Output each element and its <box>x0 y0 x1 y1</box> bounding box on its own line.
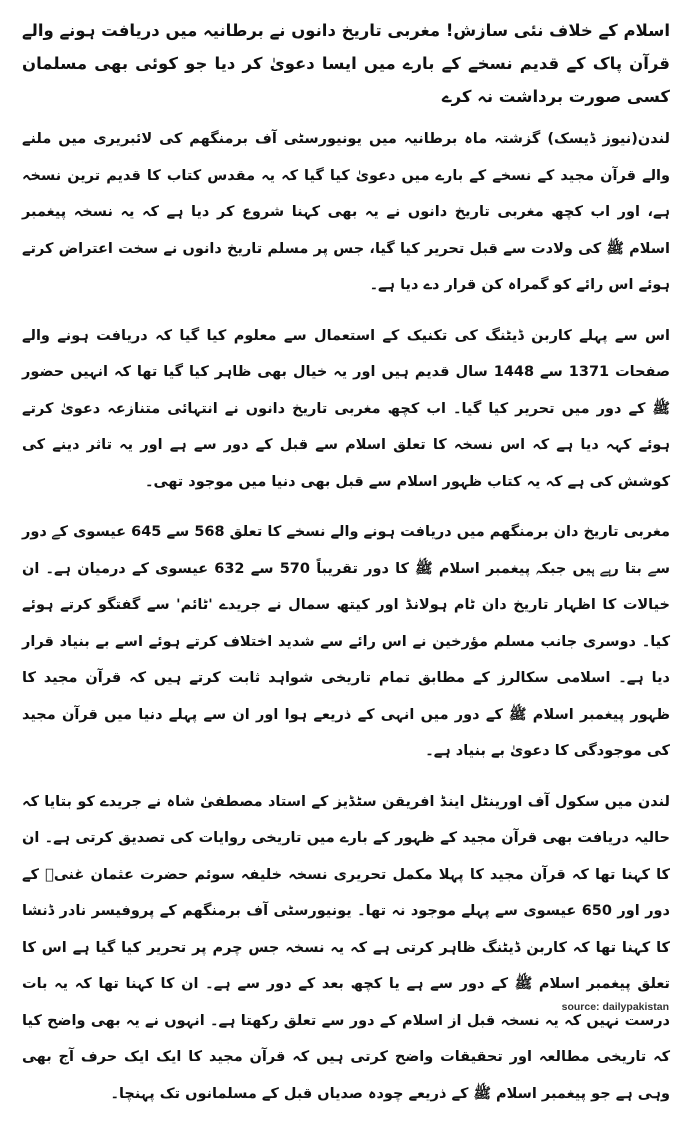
article-paragraph: لندن میں سکول آف اورینٹل اینڈ افریقن سٹڈیز کے استاد مصطفیٰ شاہ نے جریدے کو بتایا کہ حالیہ دریافت بھی قرآن مجید کے ظہور کے بارے میں تاریخی روایات کی تصدیق کرتی ہے۔ ان کا کہنا تھا کہ قرآن مجید کا پہلا مکمل تحریری نسخہ خلیفہ سوئم حضرت عثمان غنیؓ کے دور اور 650 عیسوی سے پہلے موجود نہ تھا۔ یونیورسٹی آف برمنگھم کے پروفیسر نادر ڈنشا کا کہنا تھا کہ کاربن ڈیٹنگ ظاہر کرتی ہے کہ یہ نسخہ جس چرم پر تحریر کیا گیا ہے اس کا تعلق پیغمبر اسلام ﷺ کے دور سے ہے یا کچھ بعد کے دور سے ہے۔ ان کا کہنا تھا کہ یہ بات درست نہیں کہ یہ نسخہ قبل از اسلام کے دور سے تعلق رکھتا ہے۔ انہوں نے یہ بھی واضح کیا کہ تاریخی مطالعہ اور تحقیقات واضح کرتی ہیں کہ قرآن مجید کا ایک ایک حرف آج بھی وہی ہے جو پیغمبر اسلام ﷺ کے ذریعے چودہ صدیاں قبل کے مسلمانوں تک پہنچا۔ <box>22 793 670 1102</box>
article-headline: اسلام کے خلاف نئی سازش! مغربی تاریخ دانوں نے برطانیہ میں دریافت ہونے والے قرآن پاک کے قدیم نسخے کے بارے میں ایسا دعویٰ کر دیا جو کوئی بھی مسلمان کسی صورت برداشت نہ کرے <box>21 21 670 106</box>
source-credit: source: dailypakistan <box>561 1001 669 1013</box>
article-paragraph: مغربی تاریخ دان برمنگھم میں دریافت ہونے والے نسخے کا تعلق 568 سے 645 عیسوی کے دور سے بتا رہے ہیں جبکہ پیغمبر اسلام ﷺ کا دور تقریباً 570 سے 632 عیسوی کے درمیان ہے۔ ان خیالات کا اظہار تاریخ دان ٹام ہولانڈ اور کیتھ سمال نے جریدے 'ٹائم' سے گفتگو کرتے ہوئے کیا۔ دوسری جانب مسلم مؤرخین نے اس رائے سے شدید اختلاف کرتے ہوئے اسے بے بنیاد قرار دیا ہے۔ اسلامی سکالرز کے مطابق تمام تاریخی شواہد ثابت کرتے ہیں کہ قرآن مجید کا ظہور پیغمبر اسلام ﷺ کے دور میں انہی کے ذریعے ہوا اور ان سے پہلے دنیا میں قرآن مجید کی موجودگی کا دعویٰ بے بنیاد ہے۔ <box>22 524 670 759</box>
article-paragraph: لندن(نیوز ڈیسک) گزشتہ ماہ برطانیہ میں یونیورسٹی آف برمنگھم کی لائبریری میں ملنے والے قرآن مجید کے نسخے کے بارے میں دعویٰ کیا گیا کہ یہ مقدس کتاب کا قدیم ترین نسخہ ہے، اور اب کچھ مغربی تاریخ دانوں نے یہ بھی کہنا شروع کر دیا ہے کہ یہ نسخہ پیغمبر اسلام ﷺ کی ولادت سے قبل تحریر کیا گیا، جس پر مسلم تاریخ دانوں نے سخت اعتراض کرتے ہوئے اس رائے کو گمراہ کن قرار دے دیا ہے۔ <box>22 131 670 293</box>
article-paragraph: اس سے پہلے کاربن ڈیٹنگ کی تکنیک کے استعمال سے معلوم کیا گیا کہ دریافت ہونے والے صفحات 1371 سے 1448 سال قدیم ہیں اور یہ خیال بھی ظاہر کیا گیا تھا کہ انہیں حضور ﷺ کے دور میں تحریر کیا گیا۔ اب کچھ مغربی تاریخ دانوں نے انتہائی متنازعہ دعویٰ کرتے ہوئے کہہ دیا ہے کہ اس نسخہ کا تعلق اسلام سے قبل کے دور سے ہے اور یہ تاثر دینے کی کوشش کی ہے کہ یہ کتاب ظہور اسلام سے قبل بھی دنیا میں موجود تھی۔ <box>22 327 670 490</box>
article <box>22 14 670 1126</box>
